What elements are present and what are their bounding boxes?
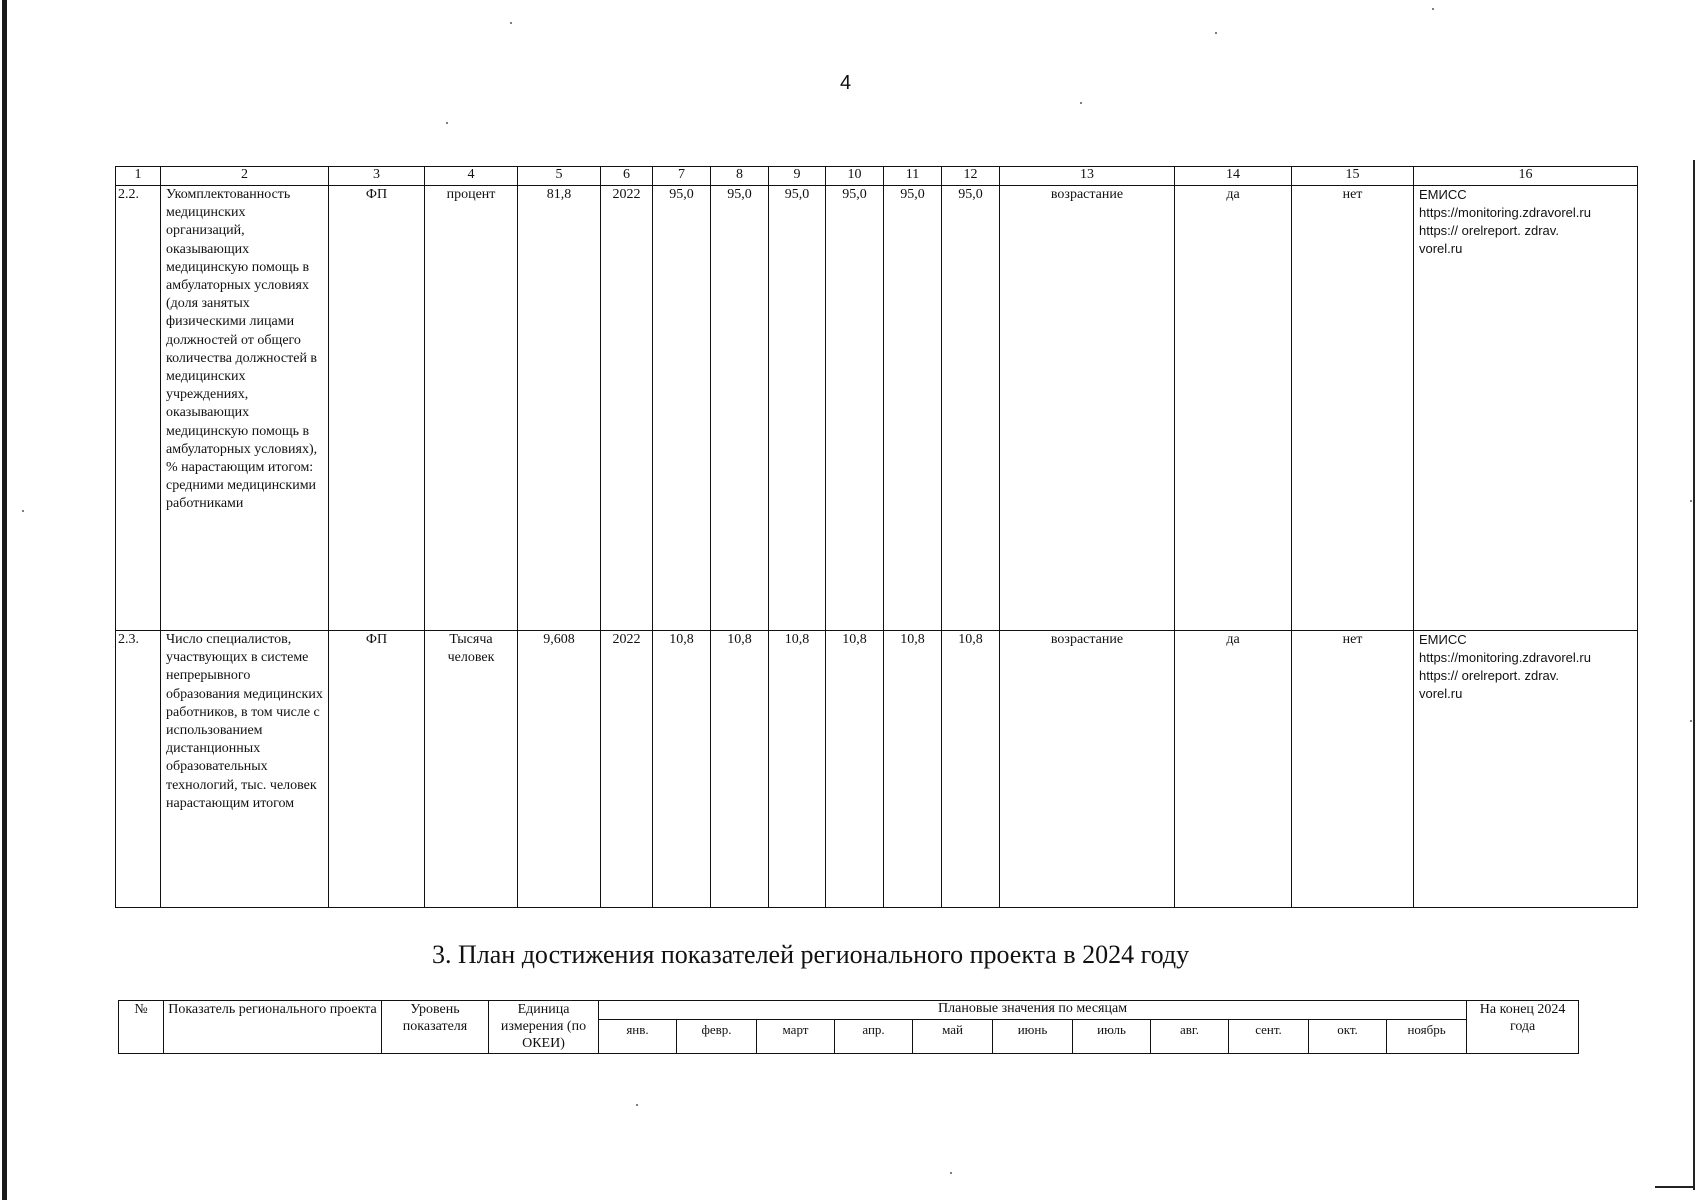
base-value: 81,8 — [518, 186, 601, 631]
target-value: 95,0 — [653, 186, 711, 631]
column-number: 10 — [826, 167, 884, 186]
target-value: 10,8 — [826, 631, 884, 908]
month-header: ноябрь — [1387, 1020, 1467, 1054]
scan-right-edge — [1693, 160, 1695, 1190]
section-title: 3. План достижения показателей регионального проекта в 2024 году — [432, 940, 1190, 969]
trend: возрастание — [1000, 186, 1175, 631]
target-value: 95,0 — [769, 186, 826, 631]
scan-speck — [1690, 720, 1692, 722]
base-year: 2022 — [601, 631, 653, 908]
plan-header-row — [119, 1001, 1579, 1020]
scan-speck — [22, 510, 24, 512]
column-number: 4 — [425, 167, 518, 186]
column-number: 14 — [1175, 167, 1292, 186]
col15-value: нет — [1292, 631, 1414, 908]
row-number: 2.3. — [116, 631, 161, 908]
target-value: 95,0 — [711, 186, 769, 631]
column-number: 1 — [116, 167, 161, 186]
source-link: vorel.ru — [1419, 241, 1463, 256]
month-header: июнь — [993, 1020, 1073, 1054]
target-value: 95,0 — [942, 186, 1000, 631]
plan-table — [118, 1000, 1579, 1054]
data-source — [1414, 631, 1638, 908]
month-header: апр. — [835, 1020, 913, 1054]
base-year: 2022 — [601, 186, 653, 631]
base-value: 9,608 — [518, 631, 601, 908]
col-unit-header: Единица измерения (по ОКЕИ) — [489, 1001, 599, 1054]
month-header: март — [757, 1020, 835, 1054]
month-header: окт. — [1309, 1020, 1387, 1054]
scan-left-border — [2, 0, 7, 1200]
indicator-name: Укомплектованность медицинских организаций, оказывающих медицинскую помощь в амбулаторных условиях (доля занятых физическими лицами должностей от общего количества должностей в медицинских учреждениях, оказывающих медицинскую помощь в амбулаторных условиях), % нарастающим итогом: средними медицинскими работниками — [161, 186, 329, 631]
target-value: 10,8 — [711, 631, 769, 908]
source-link: https://monitoring.zdravorel.ru — [1419, 205, 1591, 220]
col14-value: да — [1175, 186, 1292, 631]
target-value: 10,8 — [653, 631, 711, 908]
column-number: 16 — [1414, 167, 1638, 186]
target-value: 10,8 — [884, 631, 942, 908]
column-number: 12 — [942, 167, 1000, 186]
col15-value: нет — [1292, 186, 1414, 631]
col14-value: да — [1175, 631, 1292, 908]
column-number: 3 — [329, 167, 425, 186]
month-header: авг. — [1151, 1020, 1229, 1054]
column-number: 8 — [711, 167, 769, 186]
source-link: vorel.ru — [1419, 686, 1463, 701]
scan-speck — [510, 22, 512, 24]
column-number: 5 — [518, 167, 601, 186]
unit: Тысяча человек — [425, 631, 518, 908]
column-number: 6 — [601, 167, 653, 186]
scan-speck — [950, 1172, 952, 1174]
source-link: https:// orelreport. zdrav. — [1419, 668, 1559, 683]
column-number: 7 — [653, 167, 711, 186]
source-link: https:// orelreport. zdrav. — [1419, 223, 1559, 238]
target-value: 95,0 — [826, 186, 884, 631]
col-number-header: № — [119, 1001, 164, 1054]
scan-speck — [446, 122, 448, 124]
target-value: 10,8 — [769, 631, 826, 908]
indicators-table — [115, 166, 1638, 908]
target-value: 10,8 — [942, 631, 1000, 908]
indicator-level: ФП — [329, 186, 425, 631]
column-number: 2 — [161, 167, 329, 186]
month-header: янв. — [599, 1020, 677, 1054]
col-end-header: На конец 2024 года — [1467, 1001, 1579, 1054]
scan-right-foot — [1655, 1186, 1695, 1188]
column-number: 13 — [1000, 167, 1175, 186]
trend: возрастание — [1000, 631, 1175, 908]
scan-speck — [1690, 500, 1692, 502]
scan-speck — [636, 1104, 638, 1106]
column-number: 11 — [884, 167, 942, 186]
data-source — [1414, 186, 1638, 631]
column-number: 15 — [1292, 167, 1414, 186]
month-header: февр. — [677, 1020, 757, 1054]
col-level-header: Уровень показателя — [382, 1001, 489, 1054]
indicator-level: ФП — [329, 631, 425, 908]
source-link: https://monitoring.zdravorel.ru — [1419, 650, 1591, 665]
target-value: 95,0 — [884, 186, 942, 631]
scan-speck — [1080, 102, 1082, 104]
source-title: ЕМИСС — [1419, 187, 1467, 202]
month-header: сент. — [1229, 1020, 1309, 1054]
months-group-header: Плановые значения по месяцам — [599, 1001, 1467, 1020]
row-number: 2.2. — [116, 186, 161, 631]
indicator-name: Число специалистов, участвующих в системе непрерывного образования медицинских работников, в том числе с использованием дистанционных образовательных технологий, тыс. человек нарастающим итогом — [161, 631, 329, 908]
table-row — [116, 186, 1638, 631]
scan-speck — [1432, 8, 1434, 10]
table-row — [116, 631, 1638, 908]
column-number: 9 — [769, 167, 826, 186]
unit: процент — [425, 186, 518, 631]
column-numbers-row — [116, 167, 1638, 186]
scan-speck — [1215, 32, 1217, 34]
month-header: май — [913, 1020, 993, 1054]
col-indicator-header: Показатель регионального проекта — [164, 1001, 382, 1054]
month-header: июль — [1073, 1020, 1151, 1054]
source-title: ЕМИСС — [1419, 632, 1467, 647]
page-number: 4 — [840, 72, 852, 94]
